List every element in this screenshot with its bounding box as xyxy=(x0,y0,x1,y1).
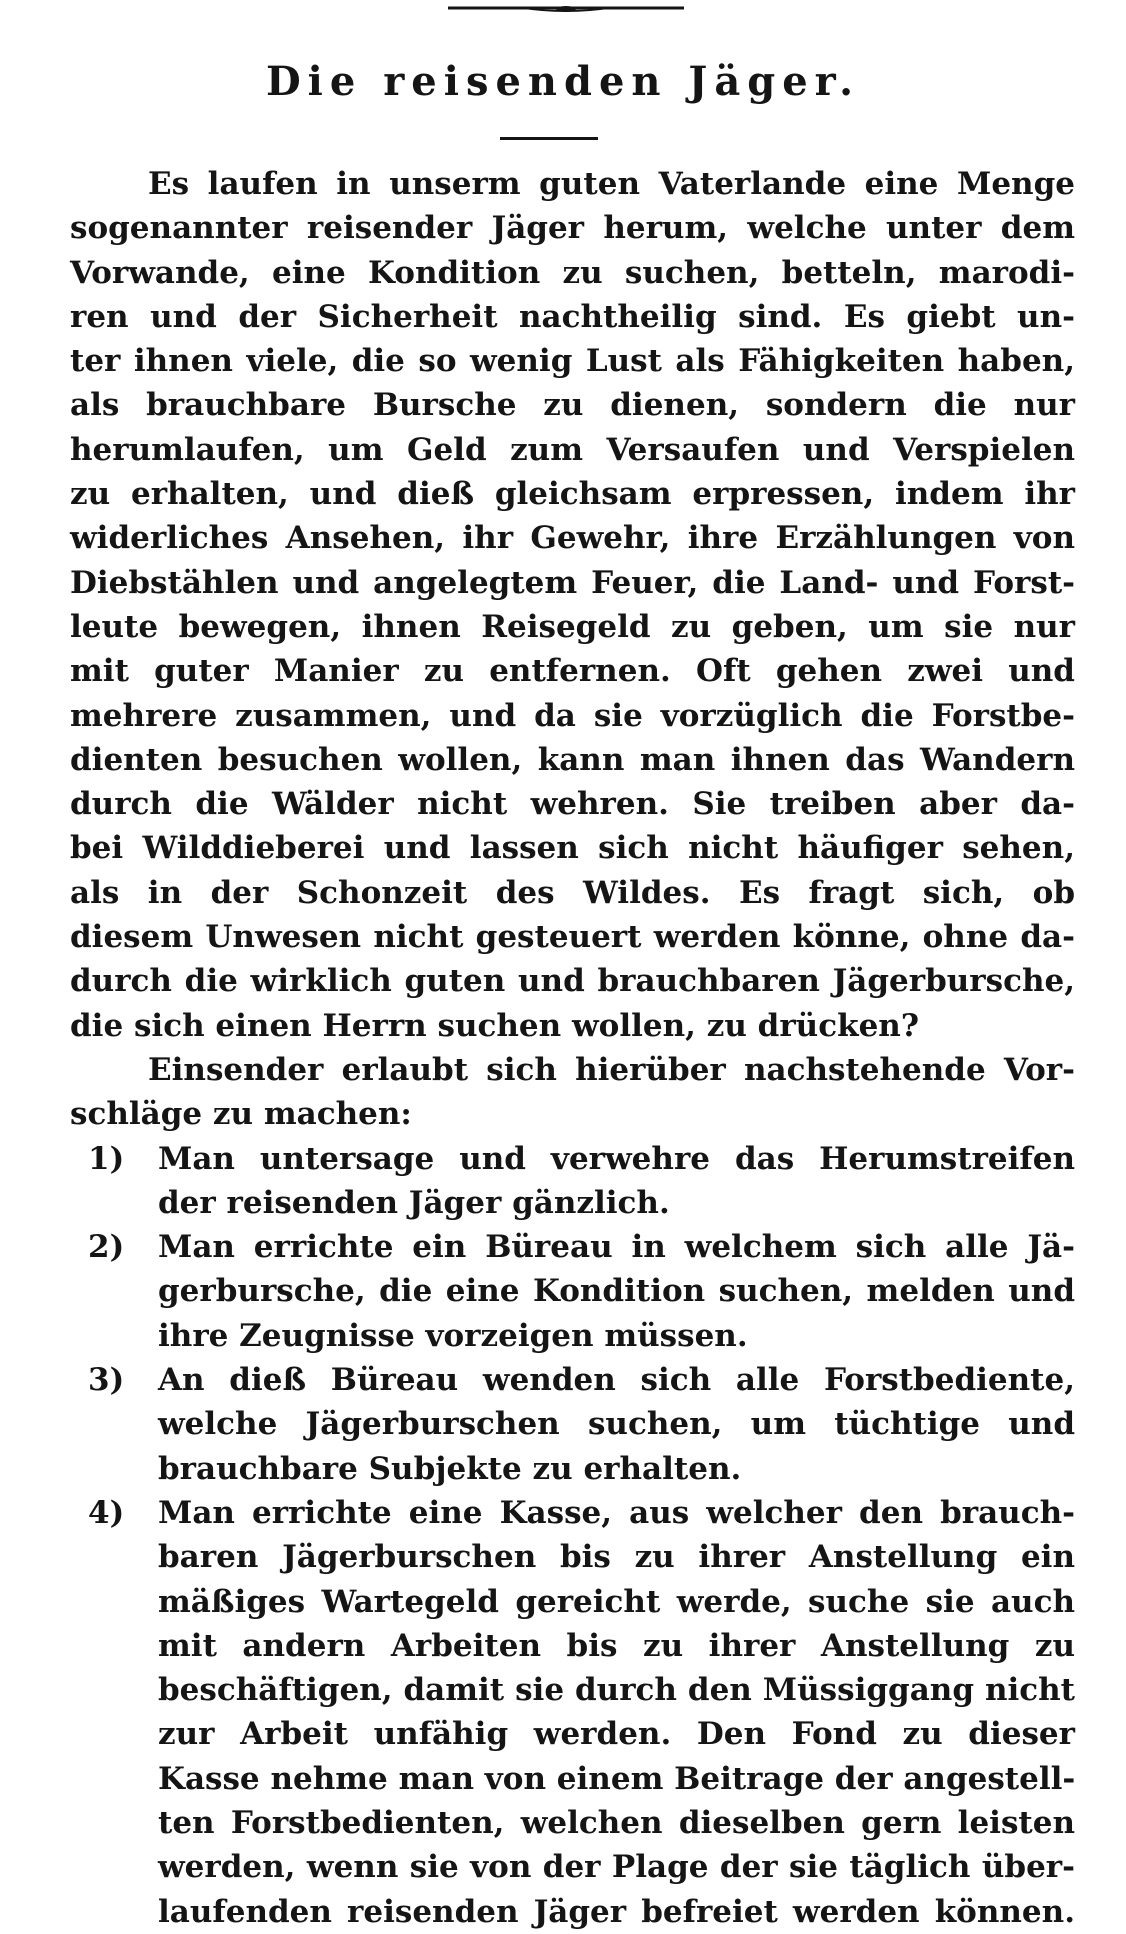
text-line: ten Forstbedienten, welchen dieselben gern leisten xyxy=(158,1804,1075,1841)
text-line: diesem Unwesen nicht gesteuert werden könne, ohne da- xyxy=(70,919,1075,956)
list-item-text: Man untersage und verwehre das Herumstreifen xyxy=(158,1140,1075,1177)
list-item-1 xyxy=(70,1137,1075,1226)
list-item-number: 1) xyxy=(88,1140,125,1177)
text-line: dienten besuchen wollen, kann man ihnen das Wandern xyxy=(70,741,1075,778)
text-line: schläge zu machen: xyxy=(70,1096,412,1133)
text-line: ren und der Sicherheit nachtheilig sind. Es giebt un- xyxy=(70,298,1075,335)
list-item-text: Man errichte ein Büreau in welchem sich alle Jä- xyxy=(158,1229,1075,1266)
text-line: Diebstählen und angelegtem Feuer, die Land- und Forst- xyxy=(70,564,1075,601)
text-line: mit guter Manier zu entfernen. Oft gehen zwei und xyxy=(70,653,1075,690)
title-rule xyxy=(500,137,598,140)
text-line: durch die wirklich guten und brauchbaren Jägerbursche, xyxy=(70,963,1075,1000)
text-line: Einsender erlaubt sich hierüber nachstehende Vor- xyxy=(148,1051,1075,1088)
text-line: sogenannter reisender Jäger herum, welche unter dem xyxy=(70,210,1075,247)
text-line: widerliches Ansehen, ihr Gewehr, ihre Erzählungen von xyxy=(70,520,1075,557)
text-line: brauchbare Subjekte zu erhalten. xyxy=(158,1450,742,1487)
text-line xyxy=(70,1358,1075,1402)
text-line: die sich einen Herrn suchen wollen, zu drücken? xyxy=(70,1007,919,1044)
paragraph-2 xyxy=(70,1048,1075,1137)
page-title: Die reisenden Jäger. xyxy=(265,58,861,105)
text-line: baren Jägerburschen bis zu ihrer Anstellung ein xyxy=(158,1539,1075,1576)
text-line: der reisenden Jäger gänzlich. xyxy=(158,1184,670,1221)
list-item-number: 3) xyxy=(88,1362,125,1399)
list-item-4 xyxy=(70,1491,1075,1934)
text-line: zu erhalten, und dieß gleichsam erpressen, indem ihr xyxy=(70,476,1075,513)
text-line: werden, wenn sie von der Plage der sie täglich über- xyxy=(158,1849,1075,1886)
list-item-text: An dieß Büreau wenden sich alle Forstbediente, xyxy=(158,1362,1075,1399)
header-ornament xyxy=(448,0,684,22)
text-line xyxy=(70,1491,1075,1535)
list-item-number: 4) xyxy=(88,1494,125,1531)
header-dot xyxy=(556,6,576,12)
text-line: gerbursche, die eine Kondition suchen, melden und xyxy=(158,1273,1075,1310)
text-line: mäßiges Wartegeld gereicht werde, suche sie auch xyxy=(158,1583,1075,1620)
list-item-text: Man errichte eine Kasse, aus welcher den brauch- xyxy=(158,1494,1075,1531)
text-line: herumlaufen, um Geld zum Versaufen und Verspielen xyxy=(70,431,1075,468)
text-line: beschäftigen, damit sie durch den Müssiggang nicht xyxy=(158,1672,1075,1709)
text-line: als in der Schonzeit des Wildes. Es fragt sich, ob xyxy=(70,874,1075,911)
text-line: leute bewegen, ihnen Reisegeld zu geben, um sie nur xyxy=(70,608,1075,645)
text-line: Kasse nehme man von einem Beitrage der angestell- xyxy=(158,1760,1076,1797)
text-line: ter ihnen viele, die so wenig Lust als Fähigkeiten haben, xyxy=(70,343,1075,380)
text-line: durch die Wälder nicht wehren. Sie treiben aber da- xyxy=(70,786,1075,823)
text-line: Vorwande, eine Kondition zu suchen, betteln, marodi- xyxy=(70,254,1075,291)
list-item-number: 2) xyxy=(88,1229,125,1266)
paragraph-1 xyxy=(70,162,1075,1048)
text-line xyxy=(70,1137,1075,1181)
text-line: Es laufen in unserm guten Vaterlande eine Menge xyxy=(148,166,1075,202)
list-item-2 xyxy=(70,1225,1075,1358)
text-line: bei Wilddieberei und lassen sich nicht häufiger sehen, xyxy=(70,830,1075,867)
text-line: welche Jägerburschen suchen, um tüchtige und xyxy=(158,1406,1075,1443)
article-body xyxy=(70,162,1075,1934)
text-line: mehrere zusammen, und da sie vorzüglich die Forstbe- xyxy=(70,697,1075,734)
text-line: laufenden reisenden Jäger befreiet werden können. xyxy=(158,1893,1075,1930)
list-item-3 xyxy=(70,1358,1075,1491)
text-line: als brauchbare Bursche zu dienen, sondern die nur xyxy=(70,387,1075,424)
text-line xyxy=(70,1225,1075,1269)
text-line: zur Arbeit unfähig werden. Den Fond zu dieser xyxy=(158,1716,1075,1753)
text-line: ihre Zeugnisse vorzeigen müssen. xyxy=(158,1317,748,1354)
text-line: mit andern Arbeiten bis zu ihrer Anstellung zu xyxy=(158,1627,1075,1664)
